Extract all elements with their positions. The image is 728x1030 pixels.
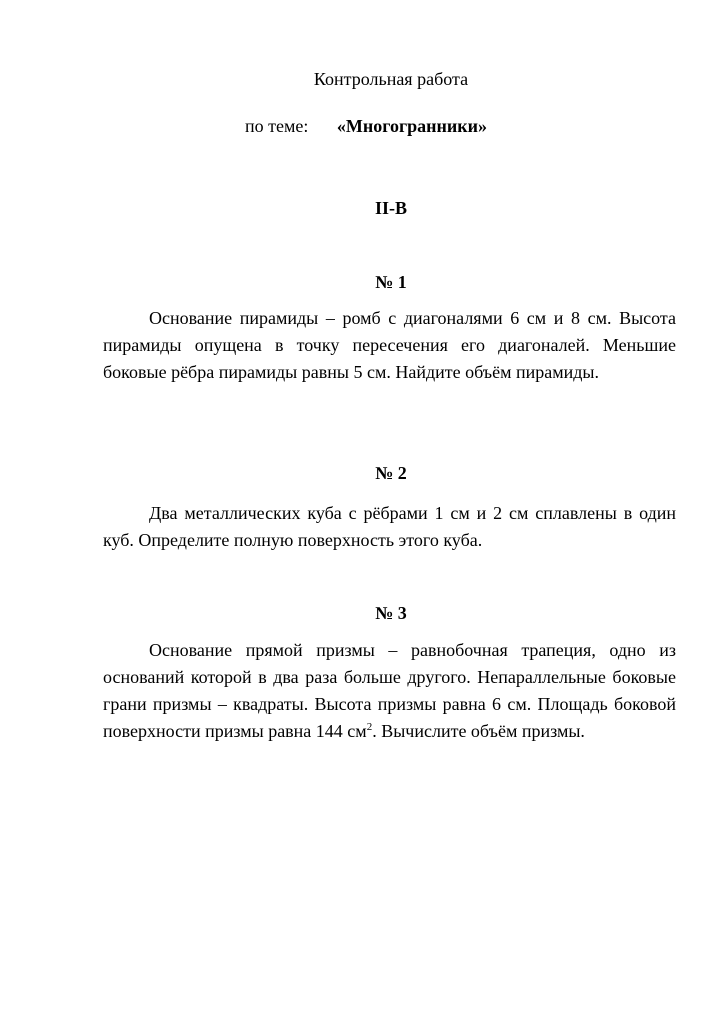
document-title: Контрольная работа	[313, 69, 469, 89]
task-1-number: № 1	[375, 272, 407, 292]
task-2-text: Два металлических куба с рёбрами 1 см и 2 см сплавлены в один куб. Определите полную поверхность этого куба.	[103, 503, 676, 550]
subject-name: «Многогранники»	[336, 116, 488, 136]
task-1-text: Основание пирамиды – ромб с диагоналями 6 см и 8 см. Высота пирамиды опущена в точку пересечения его диагоналей. Меньшие боковые рёбра пирамиды равны 5 см. Найдите объём пирамиды.	[103, 308, 676, 382]
subject-line	[245, 114, 487, 138]
subject-prefix: по теме:	[245, 116, 309, 136]
task-2-number: № 2	[375, 463, 407, 483]
task-3-text-end: . Вычислите объём призмы.	[372, 721, 585, 741]
variant-label: II-В	[374, 198, 407, 218]
task-3-text-main: Основание прямой призмы – равнобочная трапеция, одно из оснований которой в два раза больше другого. Непараллельные боковые грани призмы – квадраты. Высота призмы равна 6 см. Площадь боковой поверхности призмы равна 144 см	[103, 640, 676, 741]
task-3-superscript: 2	[366, 721, 373, 733]
task-3-text	[103, 637, 676, 745]
task-3-number: № 3	[375, 603, 407, 623]
